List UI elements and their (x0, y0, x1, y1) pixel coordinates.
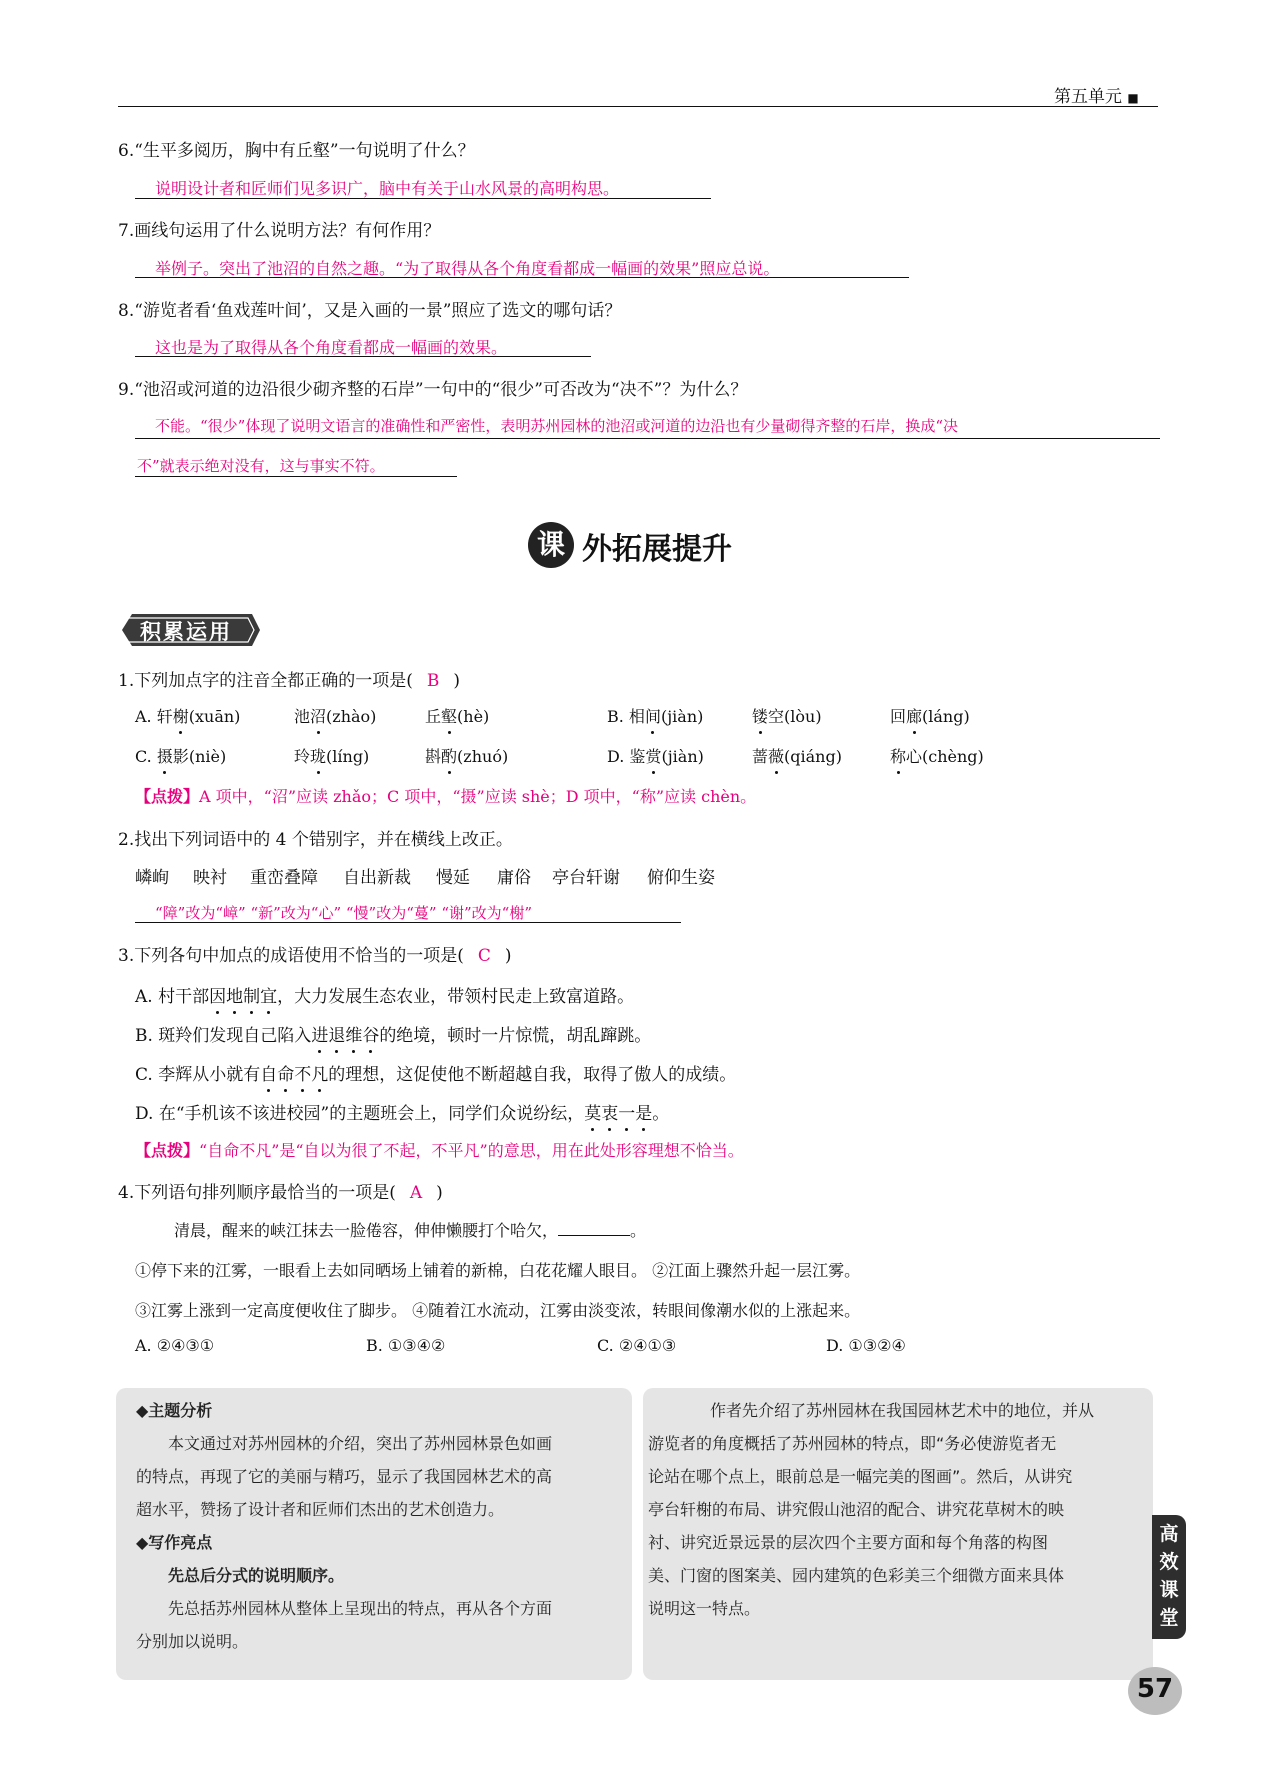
box-left-paragraph-1-line: 超水平，赞扬了设计者和匠师们杰出的艺术创造力。 (136, 1500, 505, 1519)
section-badge-char: 课 (536, 528, 565, 561)
problem-3-dotted-char: 谷 (362, 1021, 379, 1046)
box-left-heading-2: ◆写作亮点 (136, 1533, 213, 1552)
problem-4-stem (118, 1178, 443, 1203)
box-left-paragraph-1-line: 的特点，再现了它的美丽与精巧，显示了我国园林艺术的高 (136, 1467, 553, 1486)
problem-1-row-2-post: 心(chèng) (906, 747, 984, 766)
problem-1-row-2-dotted-char: 薇 (768, 744, 784, 767)
question-7: 7.画线句运用了什么说明方法？有何作用？ (118, 221, 441, 241)
problem-3-option (135, 1099, 669, 1124)
problem-1-row-2-item (294, 744, 369, 767)
unit-mark: ■ (1127, 91, 1139, 105)
problem-1-row-2-post: (qiáng) (784, 747, 842, 766)
problem-3-option (135, 1060, 736, 1085)
problem-1-row-1-item (425, 704, 489, 727)
question-9: 9.“池沼或河道的边沿很少砌齐整的石岸”一句中的“很少”可否改为“决不”？为什么？ (118, 380, 748, 400)
answer-7-line (135, 277, 909, 278)
problem-4-line-2: ③江雾上涨到一定高度便收住了脚步。 ④随着江水流动，江雾由淡变浓，转眼间像潮水似的上涨起来。 (135, 1301, 861, 1320)
problem-1-row-1-post: (xuān) (188, 707, 241, 726)
answer-9-underline1 (135, 438, 1160, 439)
problem-3-option-pre: A. 村干部 (135, 987, 210, 1007)
problem-1-row-2-pre: D. 鉴 (607, 747, 646, 766)
question-6: 6.“生平多阅历，胸中有丘壑”一句说明了什么？ (118, 141, 475, 161)
box-right-line: 作者先介绍了苏州园林在我国园林艺术中的地位，并从 (710, 1401, 1095, 1420)
problem-1-row-2-post: 影(niè) (172, 747, 227, 766)
problem-1-row-1-post: (jiàn) (660, 707, 704, 726)
problem-1-row-1-dotted-char: 壑 (441, 704, 457, 727)
problem-1-tip-text: A 项中，“沼”应读 zhǎo；C 项中，“摄”应读 shè；D 项中，“称”应读 chèn。 (199, 787, 757, 806)
problem-3-option-pre: B. 斑羚们发现自己陷入 (135, 1026, 312, 1046)
problem-3-dotted-char: 莫 (584, 1099, 601, 1124)
problem-1-row-1-pre: A. 轩 (135, 707, 173, 726)
box-left-content (136, 1394, 616, 1658)
page-number: 57 (1136, 1674, 1174, 1704)
problem-2-word: 重峦叠障 (250, 868, 318, 888)
unit-label (1054, 82, 1139, 107)
answer-7: 举例子。突出了池沼的自然之趣。“为了取得从各个角度看都成一幅画的效果”照应总说。 (155, 259, 780, 278)
problem-4-passage-text: 清晨，醒来的峡江抹去一脸倦容，伸伸懒腰打个哈欠， (174, 1221, 559, 1240)
problem-4-answer: A (409, 1183, 423, 1203)
problem-1-row-1-pre: 丘 (425, 707, 442, 726)
problem-1-answer: B (426, 671, 440, 691)
problem-3-answer: C (477, 946, 491, 966)
problem-2-answer: “障”改为“嶂” “新”改为“心” “慢”改为“蔓” “谢”改为“榭” (155, 904, 533, 922)
answer-8-line (135, 356, 591, 357)
problem-4-close: ) (436, 1183, 443, 1203)
problem-1-row-2-item (425, 744, 508, 767)
problem-1-row-2-dotted-char: 赏 (645, 744, 661, 767)
box-left-paragraph-1-line: 本文通过对苏州园林的介绍，突出了苏州园林景色如画 (168, 1434, 553, 1453)
problem-1-row-2-pre: C. (135, 747, 157, 766)
problem-4-blank (558, 1221, 630, 1236)
problem-2-word: 庸俗 (497, 868, 531, 888)
question-8: 8.“游览者看‘鱼戏莲叶间’，又是入画的一景”照应了选文的哪句话？ (118, 301, 622, 321)
problem-3-dotted-char: 维 (345, 1021, 362, 1046)
problem-1-row-2-dotted-char: 称 (890, 744, 906, 767)
answer-8: 这也是为了取得从各个角度看都成一幅画的效果。 (155, 338, 508, 357)
box-right-content (648, 1394, 1140, 1625)
problem-3-tip-text: “自命不凡”是“自以为很了不起，不平凡”的意思，用在此处形容理想不恰当。 (199, 1141, 744, 1160)
problem-3-dotted-char: 凡 (311, 1060, 328, 1085)
problem-3-dotted-char: 退 (328, 1021, 345, 1046)
problem-3-option-post: 的理想，这促使他不断超越自我，取得了傲人的成绩。 (328, 1065, 737, 1085)
problem-3-option-idiom (260, 1065, 328, 1085)
box-right-line: 游览者的角度概括了苏州园林的特点，即“务必使游览者无 (648, 1434, 1057, 1453)
problem-2-stem: 2.找出下列词语中的 4 个错别字，并在横线上改正。 (118, 830, 513, 850)
problem-3-option-pre: D. 在“手机该不该进校园”的主题班会上，同学们众说纷纭， (135, 1104, 585, 1124)
problem-4-choice: C. ②④①③ (597, 1336, 677, 1355)
box-left-heading-1: ◆主题分析 (136, 1401, 213, 1420)
problem-3-option-post: 的绝境，顿时一片惊慌，胡乱蹿跳。 (379, 1026, 652, 1046)
problem-3-option-idiom (584, 1104, 652, 1124)
problem-3-dotted-char: 宜 (260, 982, 277, 1007)
side-tab-char: 效 (1159, 1551, 1179, 1573)
problem-2-word: 自出新裁 (343, 868, 411, 888)
problem-1-row-1-item (607, 704, 703, 727)
problem-1-row-1-dotted-char: 廊 (906, 704, 922, 727)
problem-3-dotted-char: 进 (311, 1021, 328, 1046)
box-left-subheading: 先总后分式的说明顺序。 (168, 1566, 345, 1585)
problem-1-row-2-post: (zhuó) (457, 747, 509, 766)
problem-1-row-1-pre: 池 (294, 707, 311, 726)
problem-1-row-1-pre: B. 相 (607, 707, 645, 726)
box-left-paragraph-2 (136, 1592, 616, 1658)
problem-4-passage-end: 。 (630, 1221, 647, 1240)
problem-1-row-1-dotted-char: 镂 (752, 704, 768, 727)
problem-3-option-post: 。 (652, 1104, 670, 1124)
answer-9-line1: 不能。“很少”体现了说明文语言的准确性和严密性，表明苏州园林的池沼或河道的边沿也有少量砌得齐整的石岸，换成“决 (155, 417, 959, 435)
problem-3-tip-label: 【点拨】 (135, 1141, 200, 1160)
answer-6: 说明设计者和匠师们见多识广，脑中有关于山水风景的高明构思。 (155, 179, 620, 198)
box-right-line: 亭台轩榭的布局、讲究假山池沼的配合、讲究花草树木的映 (648, 1500, 1065, 1519)
problem-1-row-2-post: (líng) (326, 747, 370, 766)
problem-4-choice: A. ②④③① (135, 1336, 215, 1355)
problem-1-row-1-pre: 回 (890, 707, 907, 726)
problem-1-row-2-item (752, 744, 842, 767)
problem-3-dotted-char: 一 (618, 1099, 635, 1124)
problem-2-word: 嶙峋 (135, 868, 169, 888)
problem-2-word: 俯仰生姿 (647, 868, 715, 888)
section-title: 外拓展提升 (582, 532, 732, 567)
problem-3-option-idiom (311, 1026, 379, 1046)
box-right-line: 说明这一特点。 (648, 1599, 761, 1618)
problem-1-tip (135, 784, 756, 807)
problem-2-answer-line (135, 922, 681, 923)
problem-3-dotted-char: 命 (277, 1060, 294, 1085)
problem-1-row-2-dotted-char: 珑 (310, 744, 326, 767)
subsection-label: 积累运用 (140, 620, 232, 644)
problem-4-stem-text: 4.下列语句排列顺序最恰当的一项是( (118, 1183, 396, 1203)
problem-1-tip-label: 【点拨】 (135, 787, 200, 806)
problem-3-option (135, 1021, 651, 1046)
problem-3-dotted-char: 制 (243, 982, 260, 1007)
answer-9-underline2 (135, 476, 457, 477)
problem-4-choice: B. ①③④② (366, 1336, 446, 1355)
problem-3-tip (135, 1138, 744, 1161)
side-tab-char: 堂 (1159, 1607, 1179, 1629)
box-left-paragraph-2-line: 先总括苏州园林从整体上呈现出的特点，再从各个方面 (168, 1599, 553, 1618)
problem-1-row-2-post: (jiàn) (661, 747, 704, 766)
problem-3-option (135, 982, 634, 1007)
problem-3-option-post: ，大力发展生态农业，带领村民走上致富道路。 (277, 987, 635, 1007)
problem-1-row-1-item (294, 704, 376, 727)
problem-3-close: ) (504, 946, 512, 966)
problem-1-row-1-item (890, 704, 970, 727)
side-tab-char: 课 (1159, 1579, 1179, 1601)
problem-1-row-2-item (135, 744, 226, 767)
problem-3-stem (118, 941, 512, 966)
subsection-banner (118, 612, 262, 648)
problem-1-row-2-pre: 玲 (294, 747, 311, 766)
problem-3-dotted-char: 自 (260, 1060, 277, 1085)
side-tab-text (1152, 1520, 1186, 1632)
problem-3-dotted-char: 地 (226, 982, 243, 1007)
problem-1-row-2-item (607, 744, 704, 767)
problem-3-dotted-char: 衷 (601, 1099, 618, 1124)
problem-3-stem-text: 3.下列各句中加点的成语使用不恰当的一项是( (118, 946, 464, 966)
problem-1-row-2-item (890, 744, 984, 767)
problem-3-option-pre: C. 李辉从小就有 (135, 1065, 261, 1085)
box-right-line: 论站在哪个点上，眼前总是一幅完美的图画”。然后，从讲究 (648, 1467, 1073, 1486)
problem-3-dotted-char: 因 (209, 982, 226, 1007)
answer-6-line (135, 198, 711, 199)
problem-1-row-1-post: (hè) (457, 707, 490, 726)
problem-2-word: 亭台轩谢 (552, 868, 620, 888)
problem-1-row-1-post: 空(lòu) (768, 707, 822, 726)
problem-3-dotted-char: 是 (635, 1099, 652, 1124)
problem-2-word: 慢延 (436, 868, 470, 888)
problem-1-stem-text: 1.下列加点字的注音全都正确的一项是( (118, 671, 413, 691)
header-rule (118, 106, 1158, 107)
problem-1-row-1-dotted-char: 沼 (310, 704, 326, 727)
problem-2-word: 映衬 (193, 868, 227, 888)
box-right-line: 衬、讲究近景远景的层次四个主要方面和每个角落的构图 (648, 1533, 1049, 1552)
unit-text: 第五单元 (1054, 87, 1122, 107)
problem-1-stem (118, 666, 460, 691)
section-badge (528, 522, 574, 568)
problem-1-row-1-item (135, 704, 240, 727)
problem-1-row-1-post: (zhào) (326, 707, 377, 726)
box-left-paragraph-2-line: 分别加以说明。 (136, 1632, 249, 1651)
problem-3-option-idiom (209, 987, 277, 1007)
problem-1-row-2-dotted-char: 摄 (157, 744, 173, 767)
problem-1-row-1-item (752, 704, 822, 727)
problem-1-row-1-dotted-char: 榭 (173, 704, 189, 727)
problem-1-row-2-pre: 蔷 (752, 747, 769, 766)
problem-1-row-1-dotted-char: 间 (645, 704, 661, 727)
problem-3-dotted-char: 不 (294, 1060, 311, 1085)
problem-1-row-1-post: (láng) (922, 707, 970, 726)
problem-4-line-1: ①停下来的江雾，一眼看上去如同晒场上铺着的新棉，白花花耀人眼目。 ②江面上骤然升起一层江雾。 (135, 1261, 861, 1280)
box-left-paragraph-1 (136, 1427, 616, 1526)
side-tab-char: 高 (1159, 1523, 1179, 1545)
answer-9-line2: 不”就表示绝对没有，这与事实不符。 (137, 457, 385, 475)
problem-4-passage (174, 1218, 646, 1241)
problem-1-close: ) (453, 671, 460, 691)
problem-4-choice: D. ①③②④ (826, 1336, 906, 1355)
problem-1-row-2-dotted-char: 酌 (441, 744, 457, 767)
box-right-line: 美、门窗的图案美、园内建筑的色彩美三个细微方面来具体 (648, 1566, 1065, 1585)
problem-1-row-2-pre: 斟 (425, 747, 442, 766)
